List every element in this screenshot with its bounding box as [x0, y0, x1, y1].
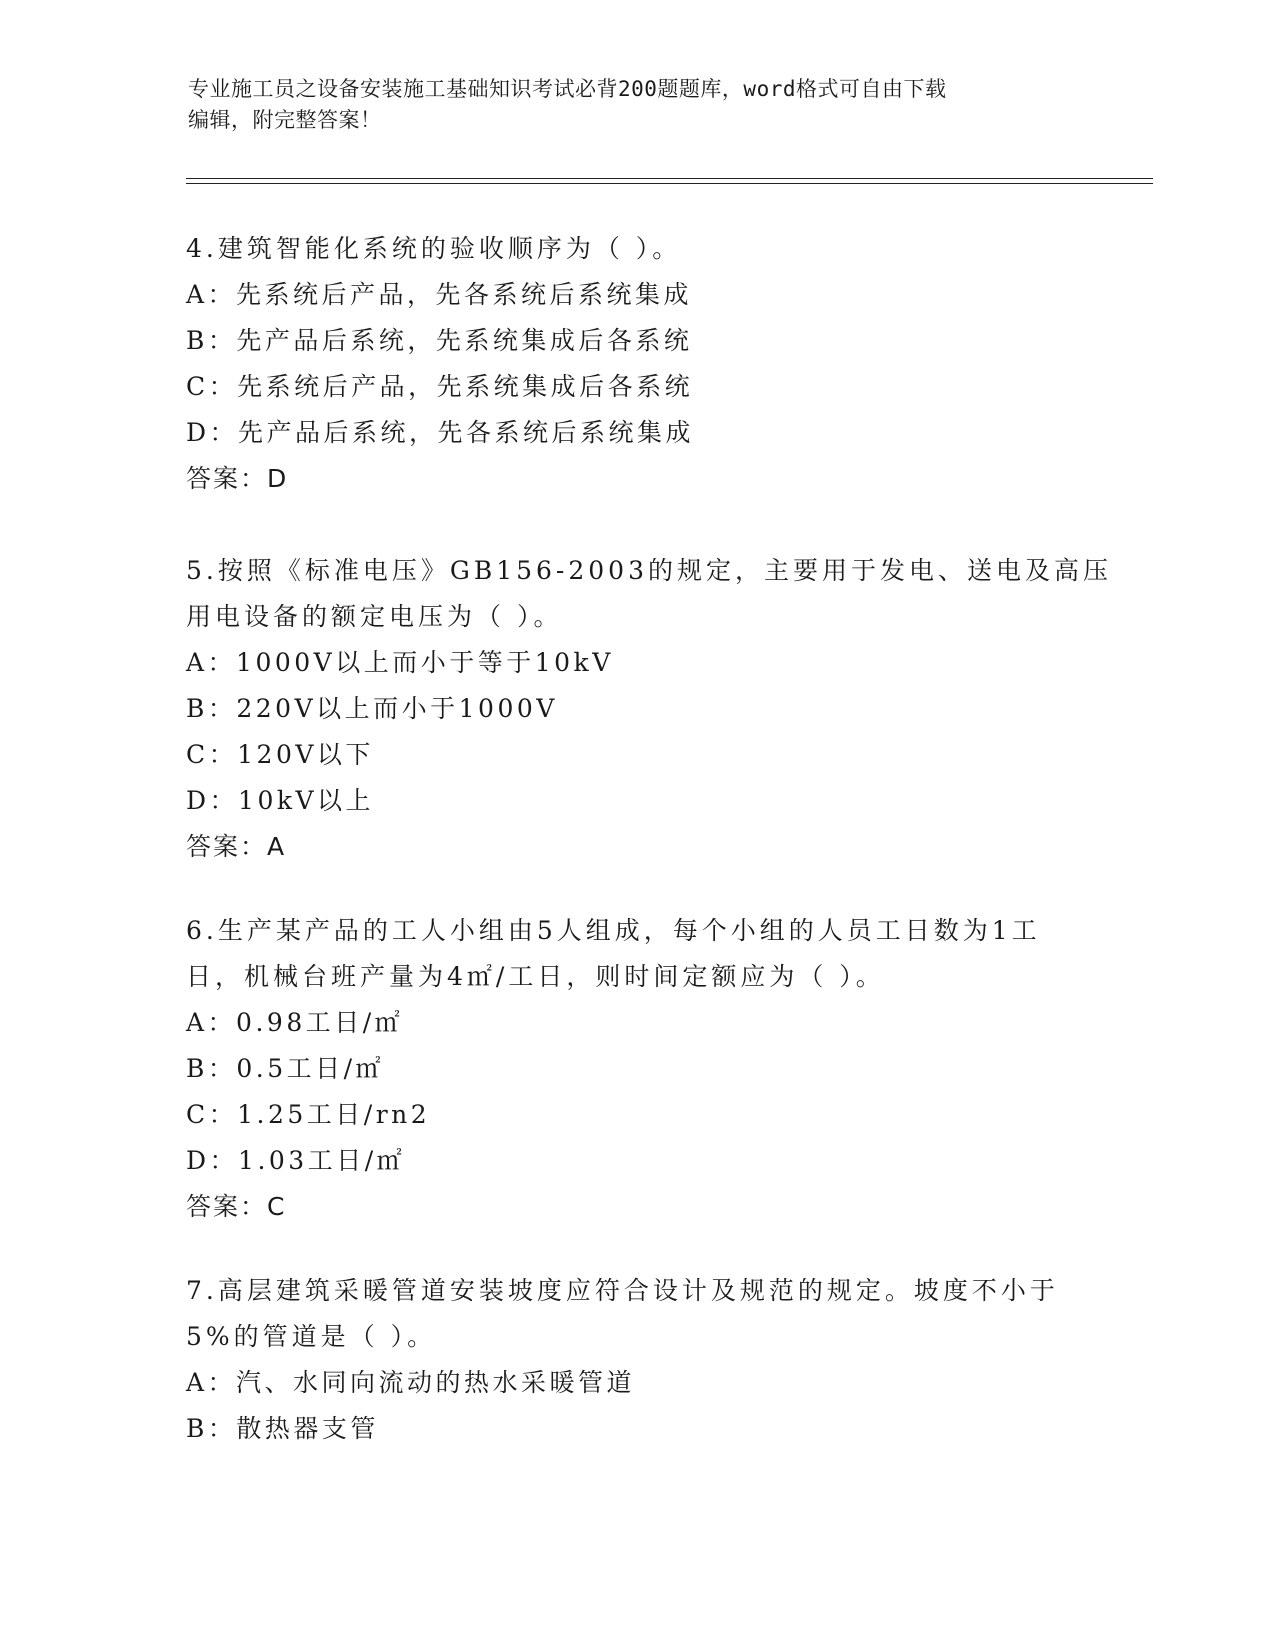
- question-stem-line-2: 5%的管道是（ ）。: [186, 1322, 437, 1351]
- question-stem-line-1: 6.生产某产品的工人小组由5人组成，每个小组的人员工日数为1工: [186, 916, 1041, 945]
- question-stem: 4.建筑智能化系统的验收顺序为（ ）。: [186, 234, 682, 263]
- option-c: C：120V以下: [186, 740, 374, 769]
- answer: 答案：C: [186, 1192, 287, 1221]
- option-a: A：先系统后产品，先各系统后系统集成: [186, 280, 693, 309]
- answer: 答案：D: [186, 464, 289, 493]
- question-stem-line-2: 日，机械台班产量为4㎡/工日，则时间定额应为（ ）。: [186, 962, 885, 991]
- header-divider-top: [186, 178, 1153, 179]
- header-title-line-2: 编辑，附完整答案！: [188, 108, 382, 132]
- question-stem-line-1: 7.高层建筑采暖管道安装坡度应符合设计及规范的规定。坡度不小于: [186, 1276, 1059, 1305]
- question-stem-line-1: 5.按照《标准电压》GB156-2003的规定，主要用于发电、送电及高压: [186, 556, 1112, 585]
- question-6: [186, 908, 1106, 1230]
- option-b: B：0.5工日/㎡: [186, 1054, 385, 1083]
- answer: 答案：A: [186, 832, 287, 861]
- option-a: A：1000V以上而小于等于10kV: [186, 648, 614, 677]
- option-b: B：散热器支管: [186, 1414, 379, 1443]
- document-header: [188, 74, 1088, 136]
- question-5: [186, 548, 1112, 870]
- header-divider-bottom: [186, 183, 1153, 184]
- header-title-line-1: 专业施工员之设备安装施工基础知识考试必背200题题库，word格式可自由下载: [188, 77, 947, 101]
- option-a: A：汽、水同向流动的热水采暖管道: [186, 1368, 636, 1397]
- option-d: D：10kV以上: [186, 786, 375, 815]
- option-c: C：1.25工日/rn2: [186, 1100, 431, 1129]
- question-4: [186, 226, 1106, 502]
- option-d: D：1.03工日/㎡: [186, 1146, 406, 1175]
- question-7: [186, 1268, 1106, 1452]
- option-b: B：先产品后系统，先系统集成后各系统: [186, 326, 693, 355]
- question-stem-line-2: 用电设备的额定电压为（ ）。: [186, 602, 563, 631]
- option-b: B：220V以上而小于1000V: [186, 694, 558, 723]
- option-c: C：先系统后产品，先系统集成后各系统: [186, 372, 694, 401]
- option-a: A：0.98工日/㎡: [186, 1008, 404, 1037]
- option-d: D：先产品后系统，先各系统后系统集成: [186, 418, 695, 447]
